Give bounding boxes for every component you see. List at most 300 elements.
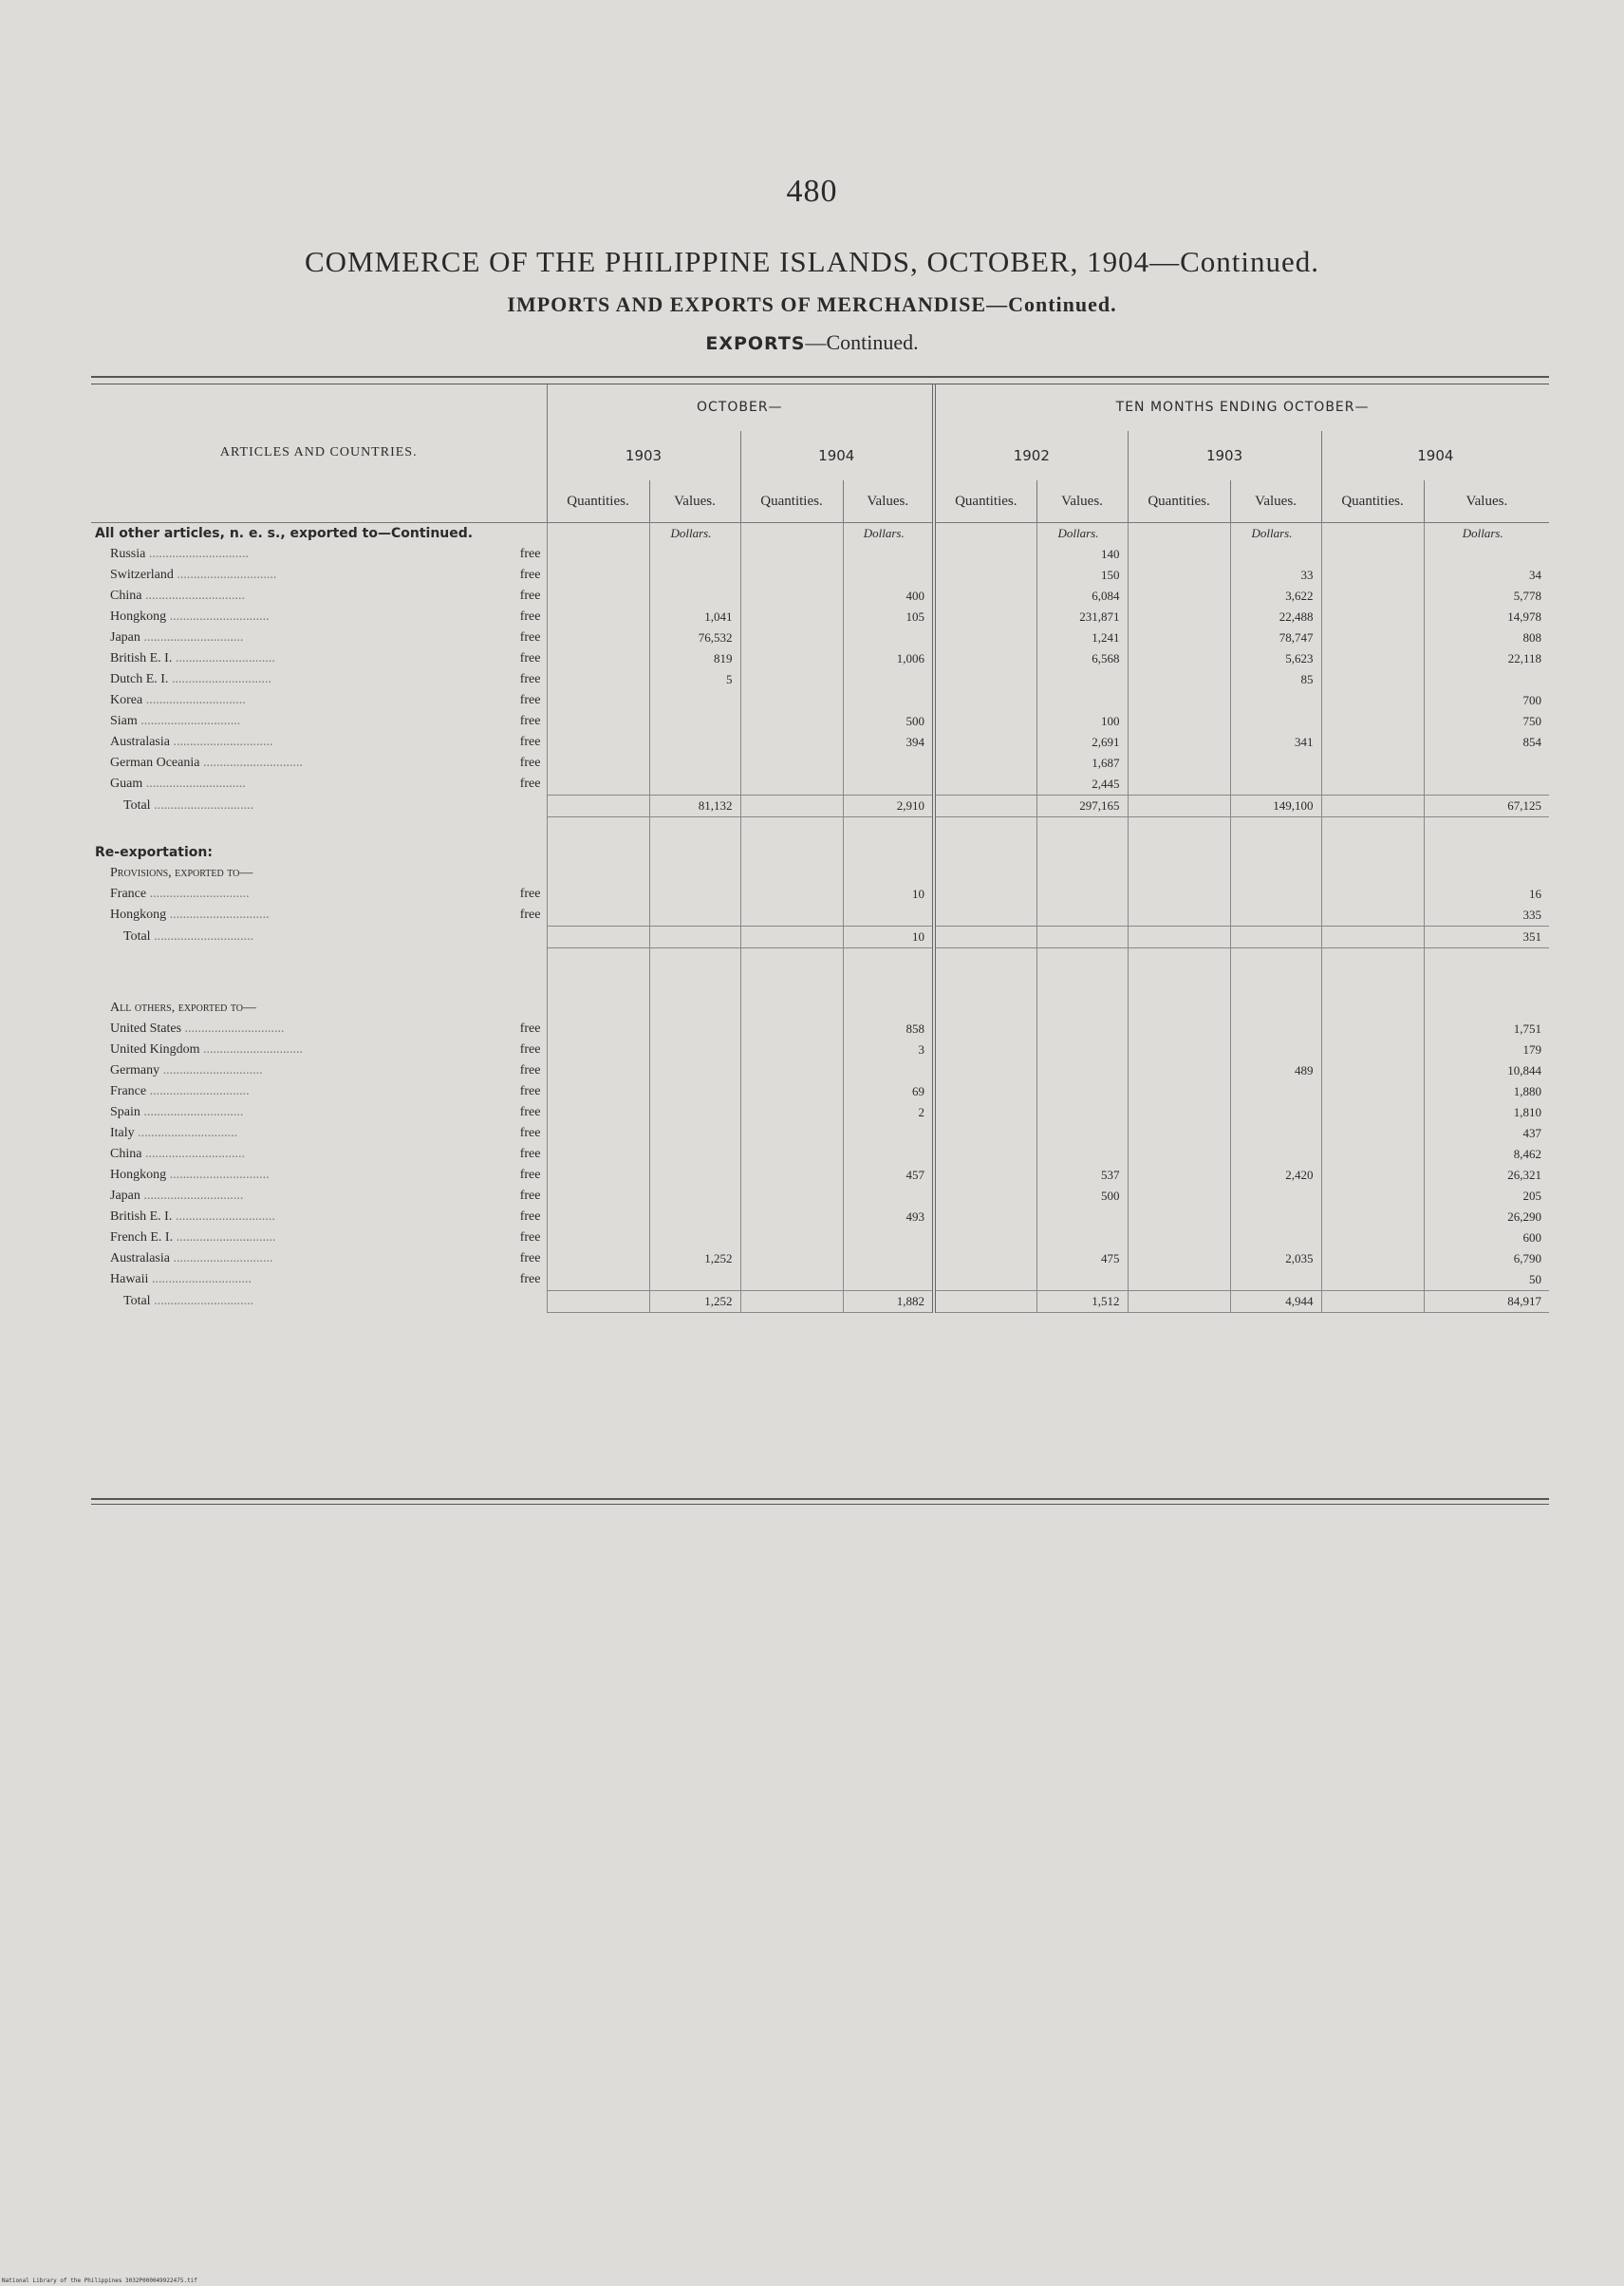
quantity-cell — [547, 732, 649, 753]
country-cell — [91, 753, 547, 774]
leader-dots: .............................. — [134, 1126, 238, 1140]
value-cell: 6,568 — [1036, 648, 1128, 669]
value-cell — [1036, 690, 1128, 711]
value-cell — [1424, 842, 1549, 863]
duty-status: free — [519, 1084, 541, 1098]
quantity-cell — [547, 842, 649, 863]
quantity-cell — [934, 1144, 1036, 1165]
value-cell: 335 — [1424, 905, 1549, 927]
quantity-cell — [547, 1123, 649, 1144]
quantity-cell — [934, 565, 1036, 586]
quantity-cell — [1128, 1123, 1230, 1144]
total-value-cell — [1230, 927, 1321, 948]
value-cell — [843, 523, 934, 545]
quantity-cell — [547, 884, 649, 905]
value-cell: 50 — [1424, 1269, 1549, 1291]
quantity-cell — [547, 774, 649, 796]
duty-status: free — [519, 589, 541, 603]
quantity-cell — [740, 1144, 843, 1165]
year-header: 1904 — [740, 431, 934, 480]
quantity-cell — [1128, 1248, 1230, 1269]
value-cell — [1230, 544, 1321, 565]
quantity-cell — [1128, 648, 1230, 669]
total-value-cell — [649, 927, 740, 948]
quantity-cell — [1321, 863, 1424, 884]
value-cell — [649, 842, 740, 863]
quantity-cell — [934, 669, 1036, 690]
value-cell: 5,778 — [1424, 586, 1549, 607]
value-cell: 854 — [1424, 732, 1549, 753]
quantity-cell — [1128, 927, 1230, 948]
value-cell — [649, 1019, 740, 1040]
value-cell: 500 — [843, 711, 934, 732]
table-row — [91, 1102, 1549, 1123]
value-cell — [1230, 1227, 1321, 1248]
value-cell — [649, 732, 740, 753]
value-cell: 34 — [1424, 565, 1549, 586]
quantity-cell — [1128, 1019, 1230, 1040]
country-name: Hawaii — [110, 1272, 149, 1287]
value-cell: 858 — [843, 1019, 934, 1040]
value-cell: 6,084 — [1036, 586, 1128, 607]
quantity-cell — [547, 1291, 649, 1313]
quantity-cell — [1321, 607, 1424, 628]
total-text: Total — [123, 1294, 151, 1308]
quantity-cell — [934, 927, 1036, 948]
quantity-cell — [934, 863, 1036, 884]
total-value-cell — [1036, 927, 1128, 948]
value-cell — [1036, 1123, 1128, 1144]
quantities-header: Quantities. — [1321, 480, 1424, 522]
value-cell — [1230, 905, 1321, 927]
total-value-cell: 2,910 — [843, 796, 934, 817]
value-cell — [1230, 1269, 1321, 1291]
quantity-cell — [934, 774, 1036, 796]
quantity-cell — [740, 1269, 843, 1291]
quantity-cell — [740, 927, 843, 948]
duty-status: free — [519, 693, 541, 707]
articles-header: ARTICLES AND COUNTRIES. — [219, 445, 418, 459]
country-cell — [91, 1081, 547, 1102]
leader-dots: .............................. — [150, 1294, 254, 1308]
duty-status: free — [519, 1042, 541, 1057]
quantity-cell — [740, 690, 843, 711]
total-row — [91, 796, 1549, 817]
duty-status: free — [519, 1272, 541, 1287]
value-cell — [843, 669, 934, 690]
value-cell: 22,118 — [1424, 648, 1549, 669]
page-title: COMMERCE OF THE PHILIPPINE ISLANDS, OCTOBER, 1904—Continued. — [304, 245, 1319, 278]
table-row — [91, 1207, 1549, 1227]
table-row — [91, 1081, 1549, 1102]
value-cell: 489 — [1230, 1060, 1321, 1081]
values-header: Values. — [1230, 480, 1321, 522]
values-header: Values. — [1424, 480, 1549, 522]
quantity-cell — [1128, 1207, 1230, 1227]
quantity-cell — [740, 732, 843, 753]
value-cell: 1,006 — [843, 648, 934, 669]
unit-label: Dollars. — [1462, 526, 1503, 540]
value-cell — [1230, 1019, 1321, 1040]
table-row — [91, 753, 1549, 774]
value-cell — [1036, 669, 1128, 690]
heading-row — [91, 863, 1549, 884]
section-title-rest: —Continued. — [805, 330, 919, 354]
duty-status: free — [519, 672, 541, 686]
value-cell — [1036, 905, 1128, 927]
value-cell — [649, 544, 740, 565]
value-cell: 78,747 — [1230, 628, 1321, 648]
quantity-cell — [1128, 1269, 1230, 1291]
quantity-cell — [1321, 817, 1424, 843]
country-cell — [91, 1269, 547, 1291]
quantity-cell — [934, 1040, 1036, 1060]
value-cell — [843, 1186, 934, 1207]
leader-dots: .............................. — [146, 887, 250, 901]
country-cell — [91, 669, 547, 690]
value-cell — [1036, 1144, 1128, 1165]
value-cell — [1424, 669, 1549, 690]
quantity-cell — [740, 905, 843, 927]
value-cell: 700 — [1424, 690, 1549, 711]
quantity-cell — [547, 586, 649, 607]
country-cell — [91, 905, 547, 927]
quantity-cell — [740, 973, 843, 998]
quantity-cell — [1321, 1186, 1424, 1207]
quantity-cell — [1128, 1227, 1230, 1248]
value-cell: 8,462 — [1424, 1144, 1549, 1165]
quantity-cell — [1128, 607, 1230, 628]
table-row — [91, 1123, 1549, 1144]
heading-row — [91, 842, 1549, 863]
value-cell — [1230, 884, 1321, 905]
quantity-cell — [547, 948, 649, 974]
table-row — [91, 1165, 1549, 1186]
value-cell: 2,035 — [1230, 1248, 1321, 1269]
duty-status: free — [519, 1147, 541, 1161]
total-label — [91, 796, 547, 817]
quantity-cell — [1321, 842, 1424, 863]
value-cell — [843, 973, 934, 998]
quantity-cell — [934, 884, 1036, 905]
value-cell — [649, 884, 740, 905]
section-title — [0, 330, 1624, 355]
value-cell — [1230, 1186, 1321, 1207]
value-cell: 1,687 — [1036, 753, 1128, 774]
quantity-cell — [934, 690, 1036, 711]
total-text: Total — [123, 929, 151, 944]
total-label — [91, 927, 547, 948]
table-row — [91, 1040, 1549, 1060]
quantities-header: Quantities. — [547, 480, 649, 522]
quantity-cell — [934, 586, 1036, 607]
unit-label: Dollars. — [863, 526, 905, 540]
value-cell — [1036, 842, 1128, 863]
row-heading: All others, exported to— — [110, 1001, 256, 1015]
value-cell: 14,978 — [1424, 607, 1549, 628]
country-cell — [91, 1019, 547, 1040]
value-cell: 140 — [1036, 544, 1128, 565]
value-cell: 22,488 — [1230, 607, 1321, 628]
value-cell: 1,880 — [1424, 1081, 1549, 1102]
quantity-cell — [1321, 774, 1424, 796]
value-cell — [843, 905, 934, 927]
quantity-cell — [1128, 1060, 1230, 1081]
quantity-cell — [934, 1019, 1036, 1040]
quantity-cell — [1321, 1081, 1424, 1102]
country-name: United States — [110, 1021, 182, 1036]
spacer-cell — [91, 817, 547, 843]
quantity-cell — [740, 817, 843, 843]
quantity-cell — [934, 1248, 1036, 1269]
value-cell — [1036, 817, 1128, 843]
leader-dots: .............................. — [166, 609, 270, 624]
value-cell: 231,871 — [1036, 607, 1128, 628]
quantity-cell — [740, 565, 843, 586]
country-cell — [91, 565, 547, 586]
quantity-cell — [547, 973, 649, 998]
value-cell: 150 — [1036, 565, 1128, 586]
values-header: Values. — [649, 480, 740, 522]
quantity-cell — [547, 648, 649, 669]
quantity-cell — [547, 1144, 649, 1165]
value-cell: 10 — [843, 884, 934, 905]
value-cell: 500 — [1036, 1186, 1128, 1207]
value-cell: 750 — [1424, 711, 1549, 732]
duty-status: free — [519, 568, 541, 582]
leader-dots: .............................. — [169, 735, 273, 749]
total-label — [91, 1291, 547, 1313]
value-cell — [843, 565, 934, 586]
quantity-cell — [1321, 1144, 1424, 1165]
quantity-cell — [1321, 1165, 1424, 1186]
value-cell — [1036, 1040, 1128, 1060]
quantity-cell — [740, 863, 843, 884]
value-cell — [1424, 523, 1549, 545]
footer-note: National Library of the Philippines 3032P000049922475.tif — [2, 2277, 197, 2284]
quantity-cell — [1321, 1291, 1424, 1313]
table-row — [91, 884, 1549, 905]
table-row — [91, 1060, 1549, 1081]
value-cell — [649, 948, 740, 974]
value-cell — [649, 1060, 740, 1081]
heading-row — [91, 523, 1549, 545]
quantity-cell — [547, 1040, 649, 1060]
country-name: Australasia — [110, 1251, 170, 1265]
country-name: Hongkong — [110, 609, 167, 624]
value-cell — [843, 1144, 934, 1165]
spacer-row — [91, 973, 1549, 998]
quantity-cell — [1321, 669, 1424, 690]
duty-status: free — [519, 777, 541, 792]
country-cell — [91, 1186, 547, 1207]
quantity-cell — [1128, 842, 1230, 863]
quantity-cell — [740, 1019, 843, 1040]
quantity-cell — [547, 523, 649, 545]
value-cell: 1,810 — [1424, 1102, 1549, 1123]
country-cell — [91, 628, 547, 648]
value-cell — [649, 998, 740, 1019]
quantity-cell — [1321, 796, 1424, 817]
country-cell — [91, 1165, 547, 1186]
country-name: Korea — [110, 693, 143, 707]
value-cell: 179 — [1424, 1040, 1549, 1060]
total-row — [91, 927, 1549, 948]
country-name: Spain — [110, 1105, 140, 1119]
quantity-cell — [934, 973, 1036, 998]
commerce-table — [91, 376, 1549, 1502]
country-cell — [91, 732, 547, 753]
country-name: Dutch E. I. — [110, 672, 169, 686]
quantity-cell — [547, 998, 649, 1019]
unit-label: Dollars. — [1057, 526, 1099, 540]
value-cell: 2,420 — [1230, 1165, 1321, 1186]
value-cell: 76,532 — [649, 628, 740, 648]
quantity-cell — [1321, 628, 1424, 648]
year-header: 1903 — [547, 431, 740, 480]
quantity-cell — [934, 1102, 1036, 1123]
duty-status: free — [519, 1126, 541, 1140]
value-cell — [1230, 1102, 1321, 1123]
country-name: French E. I. — [110, 1230, 174, 1245]
duty-status: free — [519, 735, 541, 749]
quantity-cell — [1128, 523, 1230, 545]
duty-status: free — [519, 1209, 541, 1224]
value-cell — [843, 948, 934, 974]
table-row — [91, 690, 1549, 711]
country-cell — [91, 544, 547, 565]
table-row — [91, 1227, 1549, 1248]
country-name: China — [110, 1147, 142, 1161]
row-heading: Provisions, exported to— — [110, 866, 253, 880]
quantity-cell — [740, 648, 843, 669]
heading-row — [91, 998, 1549, 1019]
quantity-cell — [547, 1207, 649, 1227]
country-cell — [91, 1060, 547, 1081]
quantity-cell — [1321, 1019, 1424, 1040]
quantity-cell — [1321, 884, 1424, 905]
table-body — [91, 522, 1549, 1313]
duty-status: free — [519, 1021, 541, 1036]
table-header — [91, 384, 1549, 522]
year-header: 1902 — [934, 431, 1128, 480]
quantity-cell — [934, 796, 1036, 817]
value-cell: 6,790 — [1424, 1248, 1549, 1269]
value-cell: 5 — [649, 669, 740, 690]
row-heading: Re-exportation: — [95, 845, 213, 860]
leader-dots: .............................. — [137, 714, 241, 728]
value-cell: 1,751 — [1424, 1019, 1549, 1040]
quantity-cell — [740, 586, 843, 607]
quantity-cell — [547, 690, 649, 711]
value-cell: 493 — [843, 1207, 934, 1227]
value-cell — [649, 774, 740, 796]
country-name: British E. I. — [110, 651, 173, 665]
value-cell: 400 — [843, 586, 934, 607]
quantity-cell — [934, 842, 1036, 863]
quantity-cell — [1128, 690, 1230, 711]
leader-dots: .............................. — [148, 1272, 252, 1287]
quantity-cell — [1321, 927, 1424, 948]
duty-status: free — [519, 630, 541, 645]
leader-dots: .............................. — [150, 929, 254, 944]
duty-status: free — [519, 756, 541, 770]
value-cell — [1230, 817, 1321, 843]
quantity-cell — [740, 842, 843, 863]
country-name: Hongkong — [110, 1168, 167, 1182]
quantity-cell — [740, 1060, 843, 1081]
duty-status: free — [519, 1230, 541, 1245]
quantity-cell — [740, 1081, 843, 1102]
country-name: Japan — [110, 630, 140, 645]
table-row — [91, 669, 1549, 690]
country-name: Russia — [110, 547, 146, 561]
quantity-cell — [547, 817, 649, 843]
quantity-cell — [1128, 628, 1230, 648]
value-cell — [1230, 711, 1321, 732]
value-cell — [1424, 973, 1549, 998]
ten-months-group-header: TEN MONTHS ENDING OCTOBER— — [934, 384, 1549, 431]
quantity-cell — [547, 1019, 649, 1040]
value-cell — [649, 523, 740, 545]
leader-dots: .............................. — [140, 1189, 244, 1203]
value-cell — [649, 1123, 740, 1144]
value-cell: 10,844 — [1424, 1060, 1549, 1081]
value-cell — [1036, 523, 1128, 545]
value-cell — [1424, 544, 1549, 565]
quantity-cell — [934, 948, 1036, 974]
value-cell — [649, 711, 740, 732]
quantity-cell — [1321, 1248, 1424, 1269]
quantity-cell — [1128, 948, 1230, 974]
quantity-cell — [740, 1165, 843, 1186]
quantity-cell — [740, 753, 843, 774]
country-name: Siam — [110, 714, 138, 728]
leader-dots: .............................. — [140, 1105, 244, 1119]
quantity-cell — [1321, 753, 1424, 774]
value-cell — [1036, 1102, 1128, 1123]
quantity-cell — [934, 1165, 1036, 1186]
value-cell — [1230, 998, 1321, 1019]
value-cell — [843, 774, 934, 796]
leader-dots: .............................. — [173, 1230, 276, 1245]
quantity-cell — [1321, 948, 1424, 974]
values-header: Values. — [843, 480, 934, 522]
value-cell — [649, 753, 740, 774]
quantity-cell — [547, 1102, 649, 1123]
quantities-header: Quantities. — [934, 480, 1036, 522]
table-row — [91, 774, 1549, 796]
value-cell: 1,041 — [649, 607, 740, 628]
quantity-cell — [1321, 523, 1424, 545]
row-heading: All other articles, n. e. s., exported to—Continued. — [95, 526, 474, 541]
quantity-cell — [547, 711, 649, 732]
value-cell — [1230, 753, 1321, 774]
quantity-cell — [740, 1123, 843, 1144]
quantity-cell — [547, 753, 649, 774]
value-cell: 394 — [843, 732, 934, 753]
value-cell — [843, 1227, 934, 1248]
quantity-cell — [1321, 1102, 1424, 1123]
total-value-cell: 67,125 — [1424, 796, 1549, 817]
country-cell — [91, 690, 547, 711]
duty-status: free — [519, 1168, 541, 1182]
value-cell — [1230, 690, 1321, 711]
leader-dots: .............................. — [159, 1063, 263, 1077]
value-cell — [649, 1227, 740, 1248]
value-cell — [649, 1081, 740, 1102]
value-cell — [1424, 863, 1549, 884]
